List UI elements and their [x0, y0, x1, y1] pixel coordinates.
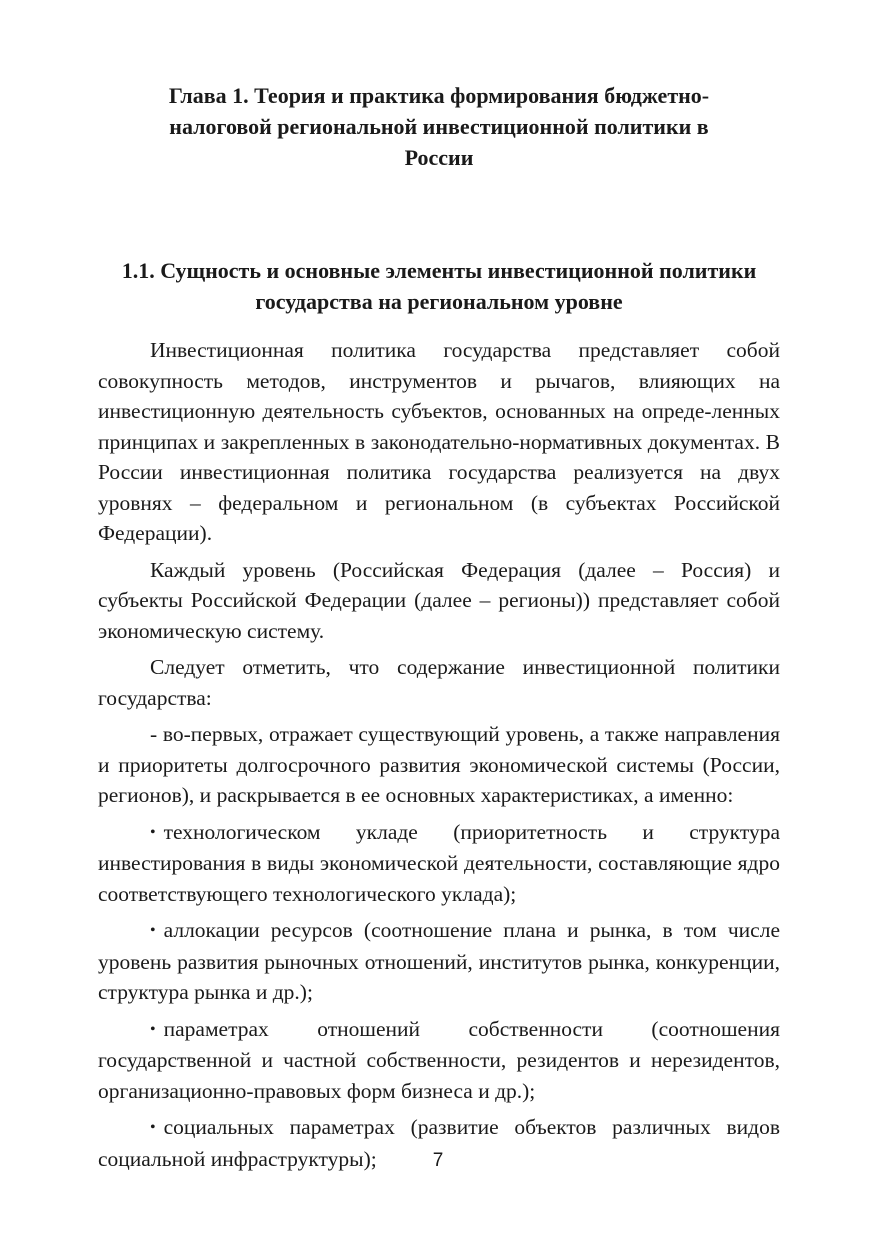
- paragraph: - во-первых, отражает существующий уровень, а также направления и приоритеты долгосрочного развития экономической системы (России, регионов), и раскрывается в ее основных характеристиках, а именно:: [98, 722, 780, 807]
- bullet-item: [98, 817, 780, 910]
- section-title: 1.1. Сущность и основные элементы инвестиционной политики государства на региональном уровне: [121, 258, 757, 314]
- bullet-item: [98, 915, 780, 1008]
- bullet-icon: •: [150, 823, 156, 841]
- page-number: 7: [432, 1150, 444, 1171]
- bullet-icon: •: [150, 1020, 156, 1038]
- paragraph: Инвестиционная политика государства представляет собой совокупность методов, инструментов и рычагов, влияющих на инвестиционную деятельность субъектов, основанных на опреде-ленных принципах и закрепленных в законодательно-нормативных документах. В России инвестиционная политика государства реализуется на двух уровнях – федеральном и региональном (в субъектах Российской Федерации).: [98, 338, 780, 545]
- bullet-text: параметрах отношений собственности (соотношения государственной и частной собственности, резидентов и нерезидентов, организационно-правовых форм бизнеса и др.);: [98, 1016, 780, 1103]
- document-page: [98, 80, 780, 1180]
- bullet-text: социальных параметрах (развитие объектов различных видов социальной инфраструктуры);: [98, 1115, 780, 1171]
- chapter-title: Глава 1. Теория и практика формирования бюджетно-налоговой региональной инвестиционной политики в России: [168, 83, 710, 170]
- bullet-text: технологическом укладе (приоритетность и структура инвестирования в виды экономической деятельности, составляющие ядро соответствующего технологического уклада);: [98, 819, 780, 906]
- bullet-icon: •: [150, 1119, 156, 1136]
- bullet-item: [98, 1014, 780, 1107]
- bullet-text: аллокации ресурсов (соотношение плана и рынка, в том числе уровень развития рыночных отношений, институтов рынка, конкуренции, структура рынка и др.);: [98, 918, 780, 1004]
- body-text: [98, 335, 780, 1174]
- paragraph: Каждый уровень (Российская Федерация (далее – Россия) и субъекты Российской Федерации (далее – регионы)) представляет собой экономическую систему.: [98, 557, 780, 643]
- paragraph: Следует отметить, что содержание инвестиционной политики государства:: [98, 655, 780, 710]
- bullet-icon: •: [150, 922, 156, 939]
